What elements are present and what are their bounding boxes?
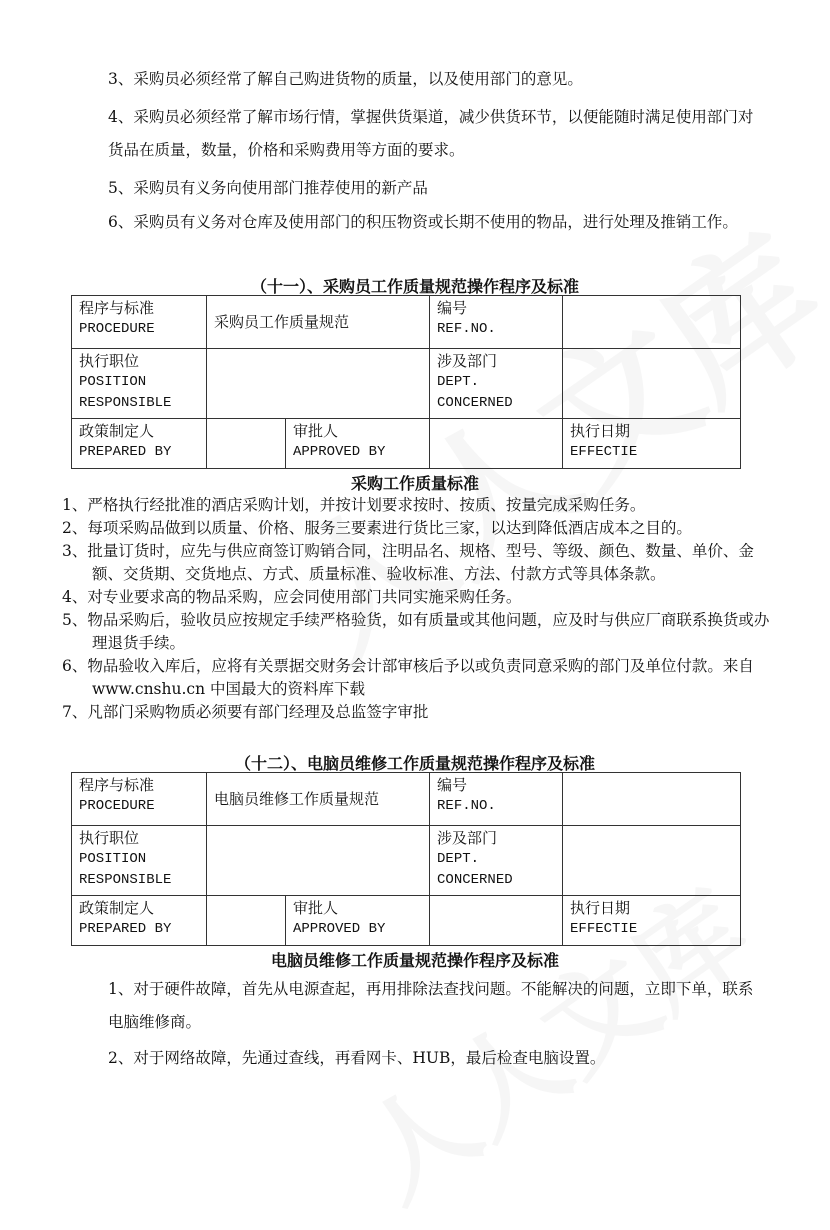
approved-label-cell <box>286 419 430 469</box>
dept-label-en2: CONCERNED <box>437 395 513 411</box>
prepared-label-en: PREPARED BY <box>79 921 172 937</box>
top-paragraph-3: 3、采购员必须经常了解自己购进货物的质量，以及使用部门的意见。 <box>108 70 583 88</box>
position-label-en: POSITION <box>79 851 147 867</box>
dept-value <box>563 349 741 419</box>
position-label-zh: 执行职位 <box>79 352 140 370</box>
list-item: 5、物品采购后，验收员应按规定手续严格验货，如有质量或其他问题，应及时与供应厂商联系换货或办理退货手续。 <box>62 611 770 652</box>
effect-label-zh: 执行日期 <box>570 422 631 440</box>
list-item: 6、物品验收入库后，应将有关票据交财务会计部审核后予以或负责同意采购的部门及单位付款。来自 www.cnshu.cn 中国最大的资料库下载 <box>62 657 754 698</box>
section-11-standard-list <box>62 494 782 724</box>
ref-value <box>563 773 741 826</box>
ref-label-cell <box>430 773 563 826</box>
effect-label-zh: 执行日期 <box>570 899 631 917</box>
section-12-form-table <box>71 772 741 946</box>
prepared-value <box>207 419 286 469</box>
approved-label-cell <box>286 896 430 946</box>
procedure-label-cell <box>72 773 207 826</box>
section-11-subheading: 采购工作质量标准 <box>350 474 479 493</box>
ref-value <box>563 296 741 349</box>
list-item: 7、凡部门采购物质必须要有部门经理及总监签字审批 <box>62 703 429 721</box>
procedure-label-en: PROCEDURE <box>79 798 155 814</box>
dept-label-en2: CONCERNED <box>437 872 513 888</box>
dept-label-cell <box>430 826 563 896</box>
procedure-value: 采购员工作质量规范 <box>207 296 430 349</box>
prepared-label-en: PREPARED BY <box>79 444 172 460</box>
prepared-value <box>207 896 286 946</box>
ref-label-cell <box>430 296 563 349</box>
approved-label-en: APPROVED BY <box>293 444 386 460</box>
prepared-label-zh: 政策制定人 <box>79 899 155 917</box>
top-paragraph-4: 4、采购员必须经常了解市场行情，掌握供货渠道，减少供货环节，以便能随时满足使用部门对货品在质量，数量，价格和采购费用等方面的要求。 <box>108 108 754 159</box>
section-11-form-table <box>71 295 741 469</box>
top-paragraph-6: 6、采购员有义务对仓库及使用部门的积压物资或长期不使用的物品，进行处理及推销工作。 <box>108 213 738 231</box>
position-label-en2: RESPONSIBLE <box>79 872 172 888</box>
top-paragraph-5: 5、采购员有义务向使用部门推荐使用的新产品 <box>108 179 428 197</box>
prepared-label-cell <box>72 896 207 946</box>
approved-value <box>430 896 563 946</box>
position-label-en: POSITION <box>79 374 147 390</box>
effect-label-en: EFFECTIE <box>570 921 638 937</box>
position-label-zh: 执行职位 <box>79 829 140 847</box>
effect-label-en: EFFECTIE <box>570 444 638 460</box>
dept-label-en: DEPT. <box>437 374 480 390</box>
procedure-label-cell <box>72 296 207 349</box>
procedure-value: 电脑员维修工作质量规范 <box>207 773 430 826</box>
section-12-paragraph-2: 2、对于网络故障，先通过查线，再看网卡、HUB，最后检查电脑设置。 <box>108 1049 606 1067</box>
effect-label-cell <box>563 419 741 469</box>
list-item: 2、每项采购品做到以质量、价格、服务三要素进行货比三家，以达到降低酒店成本之目的。 <box>62 519 692 537</box>
list-item: 1、严格执行经批准的酒店采购计划，并按计划要求按时、按质、按量完成采购任务。 <box>62 496 646 514</box>
effect-label-cell <box>563 896 741 946</box>
section-12-heading: （十二）、电脑员维修工作质量规范操作程序及标准 <box>234 754 595 773</box>
ref-label-en: REF.NO. <box>437 798 496 814</box>
position-label-cell <box>72 349 207 419</box>
position-value <box>207 826 430 896</box>
approved-label-zh: 审批人 <box>293 899 339 917</box>
position-label-en2: RESPONSIBLE <box>79 395 172 411</box>
dept-label-zh: 涉及部门 <box>437 352 498 370</box>
approved-value <box>430 419 563 469</box>
dept-label-en: DEPT. <box>437 851 480 867</box>
prepared-label-zh: 政策制定人 <box>79 422 155 440</box>
section-12-paragraph-1: 1、对于硬件故障，首先从电源查起，再用排除法查找问题。不能解决的问题，立即下单，联系电脑维修商。 <box>108 980 754 1031</box>
procedure-label-zh: 程序与标准 <box>79 299 155 317</box>
list-item: 3、批量订货时，应先与供应商签订购销合同，注明品名、规格、型号、等级、颜色、数量、单价、金额、交货期、交货地点、方式、质量标准、验收标准、方法、付款方式等具体条款。 <box>62 542 754 583</box>
position-value <box>207 349 430 419</box>
ref-label-zh: 编号 <box>437 776 468 794</box>
dept-label-cell <box>430 349 563 419</box>
ref-label-zh: 编号 <box>437 299 468 317</box>
ref-label-en: REF.NO. <box>437 321 496 337</box>
section-11-heading: （十一）、采购员工作质量规范操作程序及标准 <box>250 277 579 296</box>
procedure-label-zh: 程序与标准 <box>79 776 155 794</box>
section-12-subheading: 电脑员维修工作质量规范操作程序及标准 <box>270 951 559 970</box>
prepared-label-cell <box>72 419 207 469</box>
approved-label-zh: 审批人 <box>293 422 339 440</box>
list-item: 4、对专业要求高的物品采购，应会同使用部门共同实施采购任务。 <box>62 588 522 606</box>
procedure-label-en: PROCEDURE <box>79 321 155 337</box>
dept-value <box>563 826 741 896</box>
position-label-cell <box>72 826 207 896</box>
approved-label-en: APPROVED BY <box>293 921 386 937</box>
dept-label-zh: 涉及部门 <box>437 829 498 847</box>
